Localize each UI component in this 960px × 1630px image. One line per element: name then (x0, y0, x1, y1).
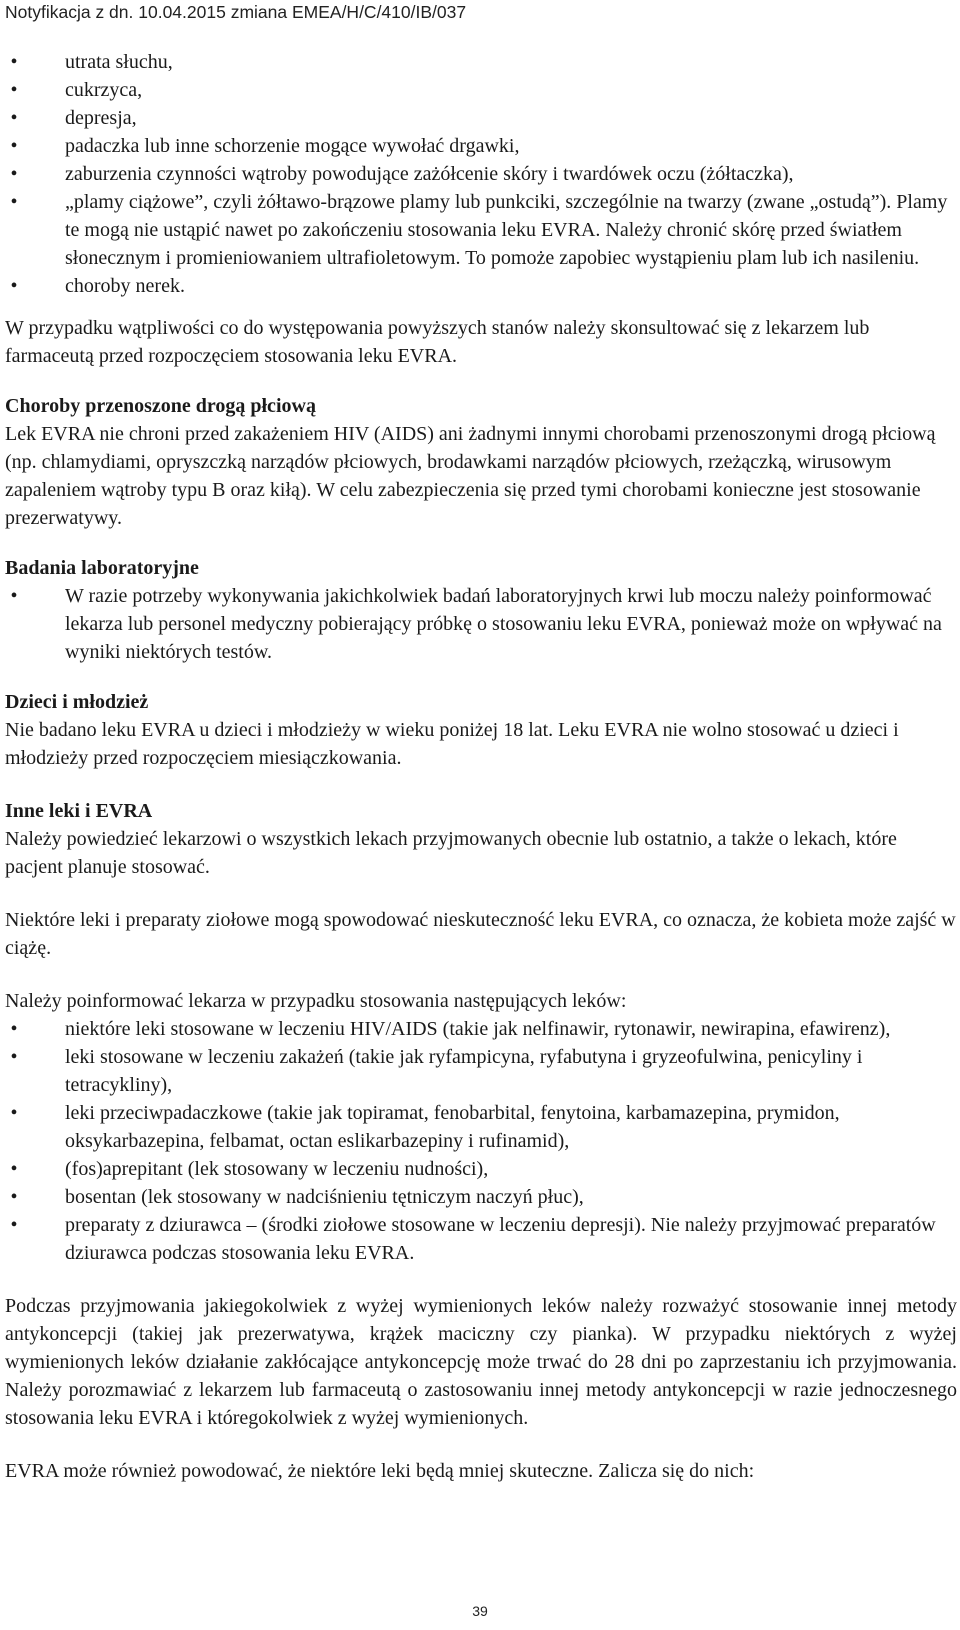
std-paragraph: Lek EVRA nie chroni przed zakażeniem HIV (AIDS) ani żadnymi innymi chorobami przenoszonymi drogą płciową (np. chlamydiami, opryszczką narządów płciowych, brodawkami narządów płciowych, rzeżączką, wirusowym zapaleniem wątroby typu B oraz kiłą). W celu zabezpieczenia się przed tymi chorobami konieczne jest stosowanie prezerwatywy. (5, 423, 936, 529)
list-item-text: utrata słuchu, (65, 51, 173, 73)
bullet-icon: • (10, 79, 18, 101)
list-item-text: preparaty z dziurawca – (środki ziołowe stosowane w leczeniu depresji). Nie należy przyjmować preparatów dziurawca podczas stosowania leku EVRA. (65, 1214, 936, 1264)
list-item-text: leki stosowane w leczeniu zakażeń (takie jak ryfampicyna, ryfabutyna i gryzeofulwina, penicyliny i tetracykliny), (65, 1046, 863, 1096)
list-item (5, 1183, 957, 1211)
list-item-text: zaburzenia czynności wątroby powodujące zażółcenie skóry i twardówek oczu (żółtaczka), (65, 163, 794, 185)
list-item-text: depresja, (65, 107, 137, 129)
children-paragraph: Nie badano leku EVRA u dzieci i młodzieży w wieku poniżej 18 lat. Leku EVRA nie wolno stosować u dzieci i młodzieży przed rozpoczęciem miesiączkowania. (5, 719, 899, 769)
list-item (5, 188, 957, 272)
list-item (5, 1155, 957, 1183)
list-item-text: (fos)aprepitant (lek stosowany w leczeniu nudności), (65, 1158, 489, 1180)
list-item (5, 272, 957, 300)
bullet-icon: • (10, 163, 18, 185)
bullet-icon: • (10, 1214, 18, 1236)
list-item-text: leki przeciwpadaczkowe (takie jak topiramat, fenobarbital, fenytoina, karbamazepina, prymidon, oksykarbazepina, felbamat, octan eslikarbazepiny i rufinamid), (65, 1102, 840, 1152)
list-item (5, 132, 957, 160)
std-heading: Choroby przenoszone drogą płciową (5, 395, 316, 417)
bullet-icon: • (10, 1046, 18, 1068)
other-drugs-heading: Inne leki i EVRA (5, 800, 153, 822)
lab-list (5, 582, 957, 666)
list-item (5, 1015, 957, 1043)
other-drugs-paragraph-4: Podczas przyjmowania jakiegokolwiek z wyżej wymienionych leków należy rozważyć stosowanie innej metody antykoncepcji (takiej jak prezerwatywa, krążek maciczny czy pianka). W przypadku niektórych z wyżej wymienionych leków działanie zakłócające antykoncepcję może trwać do 28 dni po zaprzestaniu ich przyjmowania. Należy porozmawiać z lekarzem lub farmaceutą o zastosowaniu innej metody antykoncepcji w razie jednoczesnego stosowania leku EVRA i któregokolwiek z wyżej wymienionych. (5, 1295, 957, 1429)
lab-heading: Badania laboratoryjne (5, 557, 199, 579)
bullet-icon: • (10, 1186, 18, 1208)
list-item (5, 160, 957, 188)
list-item (5, 1043, 957, 1099)
other-drugs-paragraph-1: Należy powiedzieć lekarzowi o wszystkich lekach przyjmowanych obecnie lub ostatnio, a także o lekach, które pacjent planuje stosować. (5, 828, 897, 878)
list-item-text: „plamy ciążowe”, czyli żółtawo-brązowe plamy lub punkciki, szczególnie na twarzy (zwane „ostudą”). Plamy te mogą nie ustąpić nawet po zakończeniu stosowania leku EVRA. Należy chronić skórę przed światłem słonecznym i promieniowaniem ultrafioletowym. To pomoże zapobiec wystąpieniu plam lub ich nasileniu. (65, 191, 948, 269)
list-item-text: niektóre leki stosowane w leczeniu HIV/AIDS (takie jak nelfinawir, rytonawir, newirapina, efawirenz), (65, 1018, 891, 1040)
other-drugs-paragraph-3: Należy poinformować lekarza w przypadku stosowania następujących leków: (5, 990, 627, 1012)
list-item-text: choroby nerek. (65, 275, 185, 297)
list-item (5, 48, 957, 76)
other-drugs-paragraph-5: EVRA może również powodować, że niektóre leki będą mniej skuteczne. Zalicza się do nich: (5, 1460, 755, 1482)
list-item (5, 582, 957, 666)
interacting-drugs-list (5, 1015, 957, 1267)
list-item-text: padaczka lub inne schorzenie mogące wywołać drgawki, (65, 135, 520, 157)
bullet-icon: • (10, 51, 18, 73)
bullet-icon: • (10, 191, 18, 213)
document-body (5, 48, 957, 1485)
bullet-icon: • (10, 107, 18, 129)
children-heading: Dzieci i młodzież (5, 691, 149, 713)
page-number: 39 (472, 1603, 488, 1619)
other-drugs-paragraph-2: Niektóre leki i preparaty ziołowe mogą spowodować nieskuteczność leku EVRA, co oznacza, że kobieta może zajść w ciążę. (5, 909, 956, 959)
list-item-text: cukrzyca, (65, 79, 143, 101)
list-item (5, 104, 957, 132)
bullet-icon: • (10, 135, 18, 157)
bullet-icon: • (10, 1018, 18, 1040)
bullet-icon: • (10, 275, 18, 297)
bullet-icon: • (10, 1158, 18, 1180)
doubt-paragraph: W przypadku wątpliwości co do występowania powyższych stanów należy skonsultować się z lekarzem lub farmaceutą przed rozpoczęciem stosowania leku EVRA. (5, 317, 870, 367)
bullet-icon: • (10, 1102, 18, 1124)
list-item (5, 1099, 957, 1155)
list-item (5, 1211, 957, 1267)
list-item (5, 76, 957, 104)
list-item-text: bosentan (lek stosowany w nadciśnieniu tętniczym naczyń płuc), (65, 1186, 584, 1208)
conditions-list (5, 48, 957, 300)
list-item-text: W razie potrzeby wykonywania jakichkolwiek badań laboratoryjnych krwi lub moczu należy poinformować lekarza lub personel medyczny pobierający próbkę o stosowaniu leku EVRA, ponieważ może on wpływać na wyniki niektórych testów. (65, 585, 942, 663)
bullet-icon: • (10, 585, 18, 607)
page-header: Notyfikacja z dn. 10.04.2015 zmiana EMEA/H/C/410/IB/037 (5, 2, 467, 22)
